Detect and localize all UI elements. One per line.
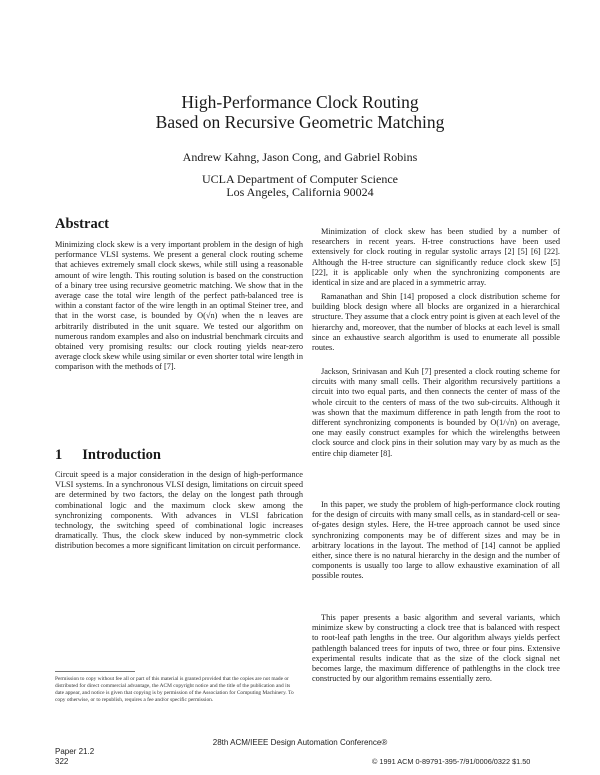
right-paragraph-5: This paper presents a basic algorithm and several variants, which minimize skew by constructing a clock tree that is balanced with respect to root-leaf path lengths in the tree. Our algorithm always yields perfect pathlength balanced trees for inputs of two, three or four pins. Extensive experimental results indicate that as the size of the clock signal net becomes large, the maximum difference of pathlengths in the clock tree constructed by our algorithm remains essentially zero.	[312, 613, 560, 684]
right-paragraph-4: In this paper, we study the problem of high-performance clock routing for the design of circuits with many small cells, as in standard-cell or sea-of-gates design styles. Here, the H-tree approach cannot be used since synchronizing components may be of different sizes and may be in arbitrary locations in the layout. The method of [14] cannot be applied either, since there is no natural hierarchy in the design and the number of components is usually too large to allow exhaustive examination of all possible routes.	[312, 500, 560, 581]
copyright-notice: © 1991 ACM 0-89791-395-7/91/0006/0322 $1.50	[372, 757, 531, 766]
conference-footer: 28th ACM/IEEE Design Automation Conference®	[212, 738, 388, 747]
paper-identifier	[55, 747, 94, 767]
introduction-paragraph: Circuit speed is a major consideration in the design of high-performance VLSI systems. In a synchronous VLSI design, limitations on circuit speed are determined by two factors, the delay on the longest path through combinational logic and the maximum clock skew among the synchronizing components. With advances in VLSI fabrication technology, the switching speed of combinational logic increases dramatically. Thus, the clock skew induced by non-symmetric clock distribution becomes a more significant limitation on circuit performance.	[55, 470, 303, 551]
section-title: Introduction	[82, 447, 161, 463]
affiliation-department: UCLA Department of Computer Science	[202, 172, 398, 186]
introduction-heading	[55, 447, 161, 464]
footnote-divider	[55, 671, 135, 672]
paper-title-line-2: Based on Recursive Geometric Matching	[155, 112, 445, 132]
affiliation-location: Los Angeles, California 90024	[226, 185, 374, 199]
section-number: 1	[55, 447, 63, 463]
right-paragraph-3: Jackson, Srinivasan and Kuh [7] presented a clock routing scheme for circuits with many small cells. Their algorithm recursively partitions a circuit into two equal parts, and then connects the center of mass of the whole circuit to the centers of mass of the two sub-circuits. Although it was shown that the maximum difference in path length from the root to different synchronizing components is bounded by O(1/√n) on average, one may easily construct examples for which the wirelengths between clock source and clock pins in their solution may vary by as much as the entire chip diameter [8].	[312, 367, 560, 458]
abstract-body: Minimizing clock skew is a very important problem in the design of high performance VLSI systems. We present a general clock routing scheme that achieves extremely small clock skews, while still using a reasonable amount of wire length. This routing solution is based on the construction of a binary tree using recursive geometric matching. We show that in the average case the total wire length of the perfect path-balanced tree is within a constant factor of the wire length in an optimal Steiner tree, and that in the worst case, is bounded by O(√n) when the n leaves are arbitrarily distributed in the unit square. We tested our algorithm on numerous random examples and also on industrial benchmark circuits and obtained very promising results: our clock routing yields near-zero average clock skew while using similar or even shorter total wire length in comparison with the methods of [7].	[55, 240, 303, 372]
abstract-heading: Abstract	[55, 216, 109, 232]
author-list: Andrew Kahng, Jason Cong, and Gabriel Robins	[182, 150, 418, 164]
page-number: 322	[55, 757, 69, 766]
right-paragraph-2: Ramanathan and Shin [14] proposed a clock distribution scheme for building block design where all blocks are organized in a hierarchical structure. They assume that a clock entry point is given at each level of the hierarchy and, moreover, that the number of blocks at each level is small since an exhaustive search algorithm is used to enumerate all possible routes.	[312, 292, 560, 353]
paper-title-line-1: High-Performance Clock Routing	[181, 92, 419, 112]
right-paragraph-1: Minimization of clock skew has been studied by a number of researchers in recent years. H-tree constructions have been used extensively for clock routing in regular systolic arrays [2] [5] [6] [22]. Although the H-tree structure can significantly reduce clock skew [5] [22], it is applicable only when the synchronizing components are identical in size and are placed in a symmetric array.	[312, 227, 560, 288]
permission-footnote: Permission to copy without fee all or part of this material is granted provided that the copies are not made or distributed for direct commercial advantage, the ACM copyright notice and the title of the publication and its date appear, and notice is given that copying is by permission of the Association for Computing Machinery. To copy otherwise, or to republish, requires a fee and/or specific permission.	[55, 676, 294, 703]
paper-number: Paper 21.2	[55, 747, 95, 756]
